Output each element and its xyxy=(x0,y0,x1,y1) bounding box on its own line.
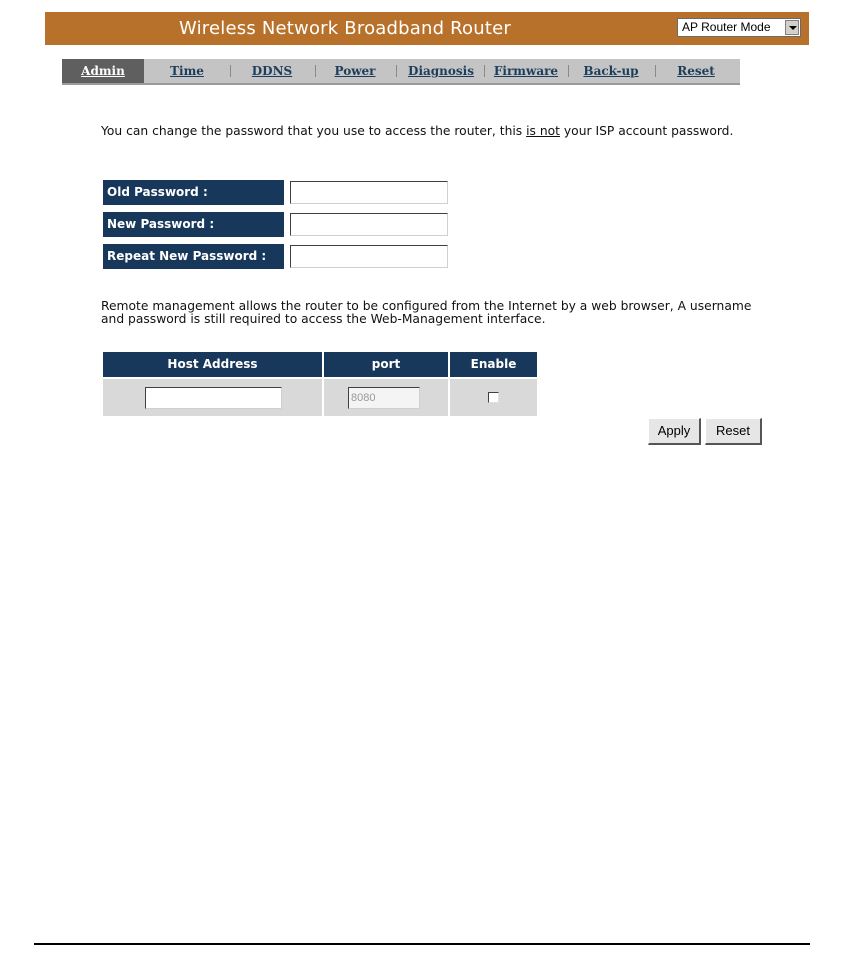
password-intro-emphasis: is not xyxy=(526,124,560,138)
tab-bar xyxy=(62,59,740,85)
tab-divider xyxy=(568,65,569,77)
tab-time[interactable]: Time xyxy=(170,64,204,78)
tab-ddns[interactable]: DDNS xyxy=(251,64,293,78)
page-title: Wireless Network Broadband Router xyxy=(179,18,511,39)
tab-diagnosis[interactable]: Diagnosis xyxy=(408,64,474,78)
password-intro-text-end: your ISP account password. xyxy=(559,124,734,138)
host-address-header: Host Address xyxy=(103,352,322,377)
mode-select-value: AP Router Mode xyxy=(682,20,771,34)
repeat-password-label: Repeat New Password : xyxy=(103,244,284,269)
host-address-input[interactable] xyxy=(145,387,282,409)
header-banner xyxy=(45,12,809,45)
remote-management-intro: Remote management allows the router to be configured from the Internet by a web browser, A username and password is still required to access the Web-Management interface. xyxy=(101,299,752,326)
enable-checkbox[interactable] xyxy=(488,392,499,403)
reset-button[interactable]: Reset xyxy=(705,418,762,445)
password-intro-text: You can change the password that you use to access the router, this xyxy=(101,124,527,138)
tab-back-up[interactable]: Back-up xyxy=(583,64,639,78)
enable-cell xyxy=(450,379,537,416)
tab-divider xyxy=(484,65,485,77)
repeat-password-field[interactable] xyxy=(290,245,448,268)
port-input[interactable] xyxy=(348,387,420,409)
tab-divider xyxy=(315,65,316,77)
new-password-label: New Password : xyxy=(103,212,284,237)
tab-power[interactable]: Power xyxy=(334,64,376,78)
footer-divider xyxy=(34,943,810,945)
tab-admin[interactable]: Admin xyxy=(62,59,144,83)
enable-header: Enable xyxy=(450,352,537,377)
host-address-cell xyxy=(103,379,322,416)
tab-firmware[interactable]: Firmware xyxy=(493,64,559,78)
new-password-field[interactable] xyxy=(290,213,448,236)
tab-divider xyxy=(655,65,656,77)
old-password-field[interactable] xyxy=(290,181,448,204)
password-intro xyxy=(101,125,771,138)
tab-reset[interactable]: Reset xyxy=(677,64,715,78)
old-password-label: Old Password : xyxy=(103,180,284,205)
tab-divider xyxy=(396,65,397,77)
mode-select[interactable] xyxy=(677,18,801,37)
port-cell xyxy=(324,379,448,416)
tab-divider xyxy=(230,65,231,77)
apply-button[interactable]: Apply xyxy=(648,418,701,445)
chevron-down-icon[interactable] xyxy=(785,20,799,35)
port-header: port xyxy=(324,352,448,377)
